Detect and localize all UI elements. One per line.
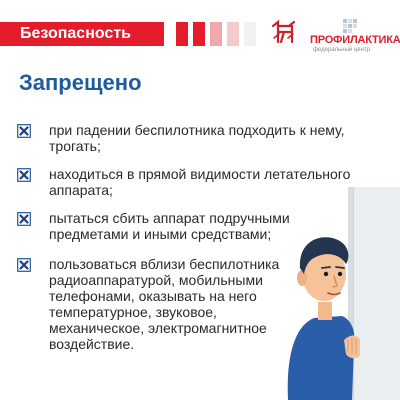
list-item-text [49,210,290,242]
page-section-title: Безопасность [20,25,131,42]
list-item-line: пытаться сбить аппарат подручными [49,210,290,226]
list-item-text [49,256,279,352]
x-checkbox-icon [17,212,31,226]
list-item-line: механическое, электромагнитное [49,320,267,336]
list-item-line: воздействие. [49,336,135,352]
page-heading: Запрещено [19,70,142,95]
header-stripe [176,22,188,46]
x-checkbox-icon [17,124,31,138]
header-stripe [244,22,256,46]
chair-logo-icon [270,18,298,46]
header-stripe [210,22,222,46]
man-peeking-illustration [280,228,370,400]
list-item-line: предметами и иными средствами; [49,226,272,242]
header-bar [0,22,164,46]
x-checkbox-icon [17,168,31,182]
brand-subtitle: федеральный центр [313,47,371,53]
brand-mark-icon [343,19,359,33]
list-item-line: при падении беспилотника подходить к нему, [49,122,345,138]
list-item-text [49,122,345,154]
brand-logo [270,18,400,58]
list-item [17,166,367,200]
list-item-line: находиться в прямой видимости летательного [49,166,351,182]
x-checkbox-icon [17,258,31,272]
brand-name: ПРОФИЛАКТИКА [310,34,400,46]
list-item-line: температурное, звуковое, [49,304,217,320]
list-item [17,122,367,156]
list-item-line: пользоваться вблизи беспилотника [49,256,280,272]
list-item-line: трогать; [49,138,101,154]
list-item-line: радиоаппаратурой, мобильными [49,272,263,288]
header-stripe [227,22,239,46]
header-stripe [193,22,205,46]
list-item-line: аппарата; [49,182,113,198]
list-item-text [49,166,350,198]
list-item-line: телефонами, оказывать на него [49,288,257,304]
